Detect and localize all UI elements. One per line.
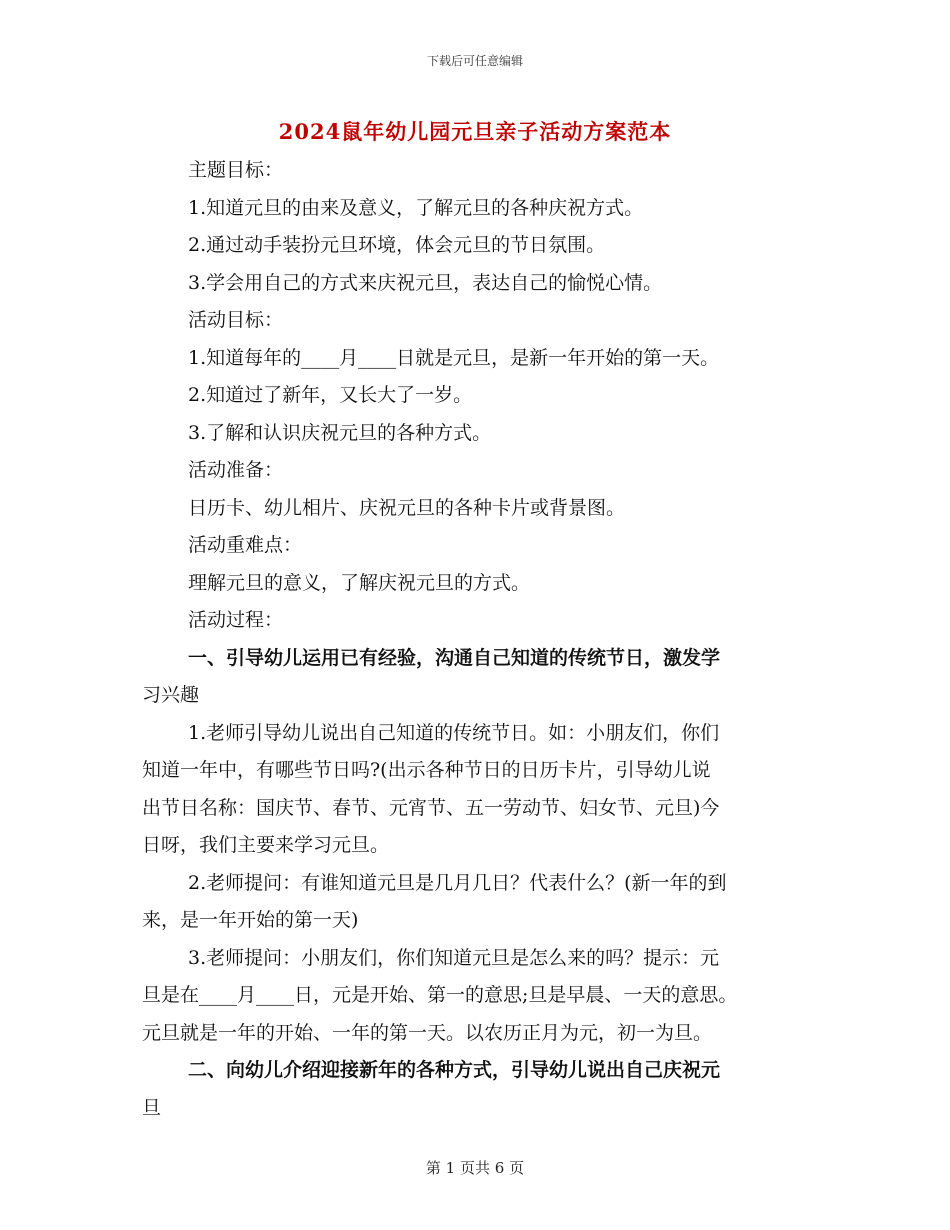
document-title: 2024鼠年幼儿园元旦亲子活动方案范本 — [278, 119, 672, 144]
paragraph-line: 知道一年中，有哪些节日吗?(出示各种节日的日历卡片，引导幼儿说 — [142, 759, 711, 781]
paragraph-line: 2.老师提问：有谁知道元旦是几月几日？代表什么？(新一年的到 — [188, 871, 727, 894]
paragraph-line: 3.老师提问：小朋友们，你们知道元旦是怎么来的吗？提示：元 — [188, 946, 720, 969]
section-heading-line: 一、引导幼儿运用已有经验，沟通自己知道的传统节日，激发学 — [188, 646, 721, 669]
paragraph: 2.通过动手装扮元旦环境，体会元旦的节日氛围。 — [188, 234, 606, 256]
paragraph-line: 旦 — [142, 1096, 162, 1119]
paragraph-line: 来，是一年开始的第一天) — [142, 909, 359, 931]
paragraph: 活动准备： — [188, 459, 284, 481]
paragraph: 活动重难点： — [188, 534, 303, 556]
paragraph: 3.了解和认识庆祝元旦的各种方式。 — [188, 421, 492, 444]
page-footer: 第 1 页共 6 页 — [425, 1159, 525, 1177]
paragraph: 1.知道元旦的由来及意义，了解元旦的各种庆祝方式。 — [188, 196, 644, 219]
section-heading-line: 二、向幼儿介绍迎接新年的各种方式，引导幼儿说出自己庆祝元 — [188, 1059, 721, 1081]
page-header: 下载后可任意编辑 — [426, 54, 523, 68]
paragraph: 主题目标： — [188, 159, 284, 181]
paragraph: 1.知道每年的____月____日就是元旦，是新一年开始的第一天。 — [188, 346, 720, 369]
paragraph: 活动过程： — [188, 609, 284, 631]
paragraph: 理解元旦的意义，了解庆祝元旦的方式。 — [188, 571, 531, 594]
document-body — [142, 152, 822, 1127]
paragraph: 日历卡、幼儿相片、庆祝元旦的各种卡片或背景图。 — [188, 496, 626, 519]
paragraph: 3.学会用自己的方式来庆祝元旦，表达自己的愉悦心情。 — [188, 271, 663, 294]
paragraph-line: 1.老师引导幼儿说出自己知道的传统节日。如：小朋友们，你们 — [188, 721, 720, 744]
paragraph-line: 日呀，我们主要来学习元旦。 — [142, 834, 390, 856]
paragraph-line: 元旦就是一年的开始、一年的第一天。以农历正月为元，初一为旦。 — [142, 1021, 713, 1044]
paragraph-line: 旦是在____月____日，元是开始、第一的意思;旦是早晨、一天的意思。 — [142, 984, 738, 1006]
paragraph: 2.知道过了新年，又长大了一岁。 — [188, 384, 473, 406]
paragraph-line: 习兴趣 — [142, 684, 200, 706]
paragraph: 活动目标： — [188, 309, 284, 331]
paragraph-line: 出节日名称：国庆节、春节、元宵节、五一劳动节、妇女节、元旦)今 — [142, 796, 720, 819]
